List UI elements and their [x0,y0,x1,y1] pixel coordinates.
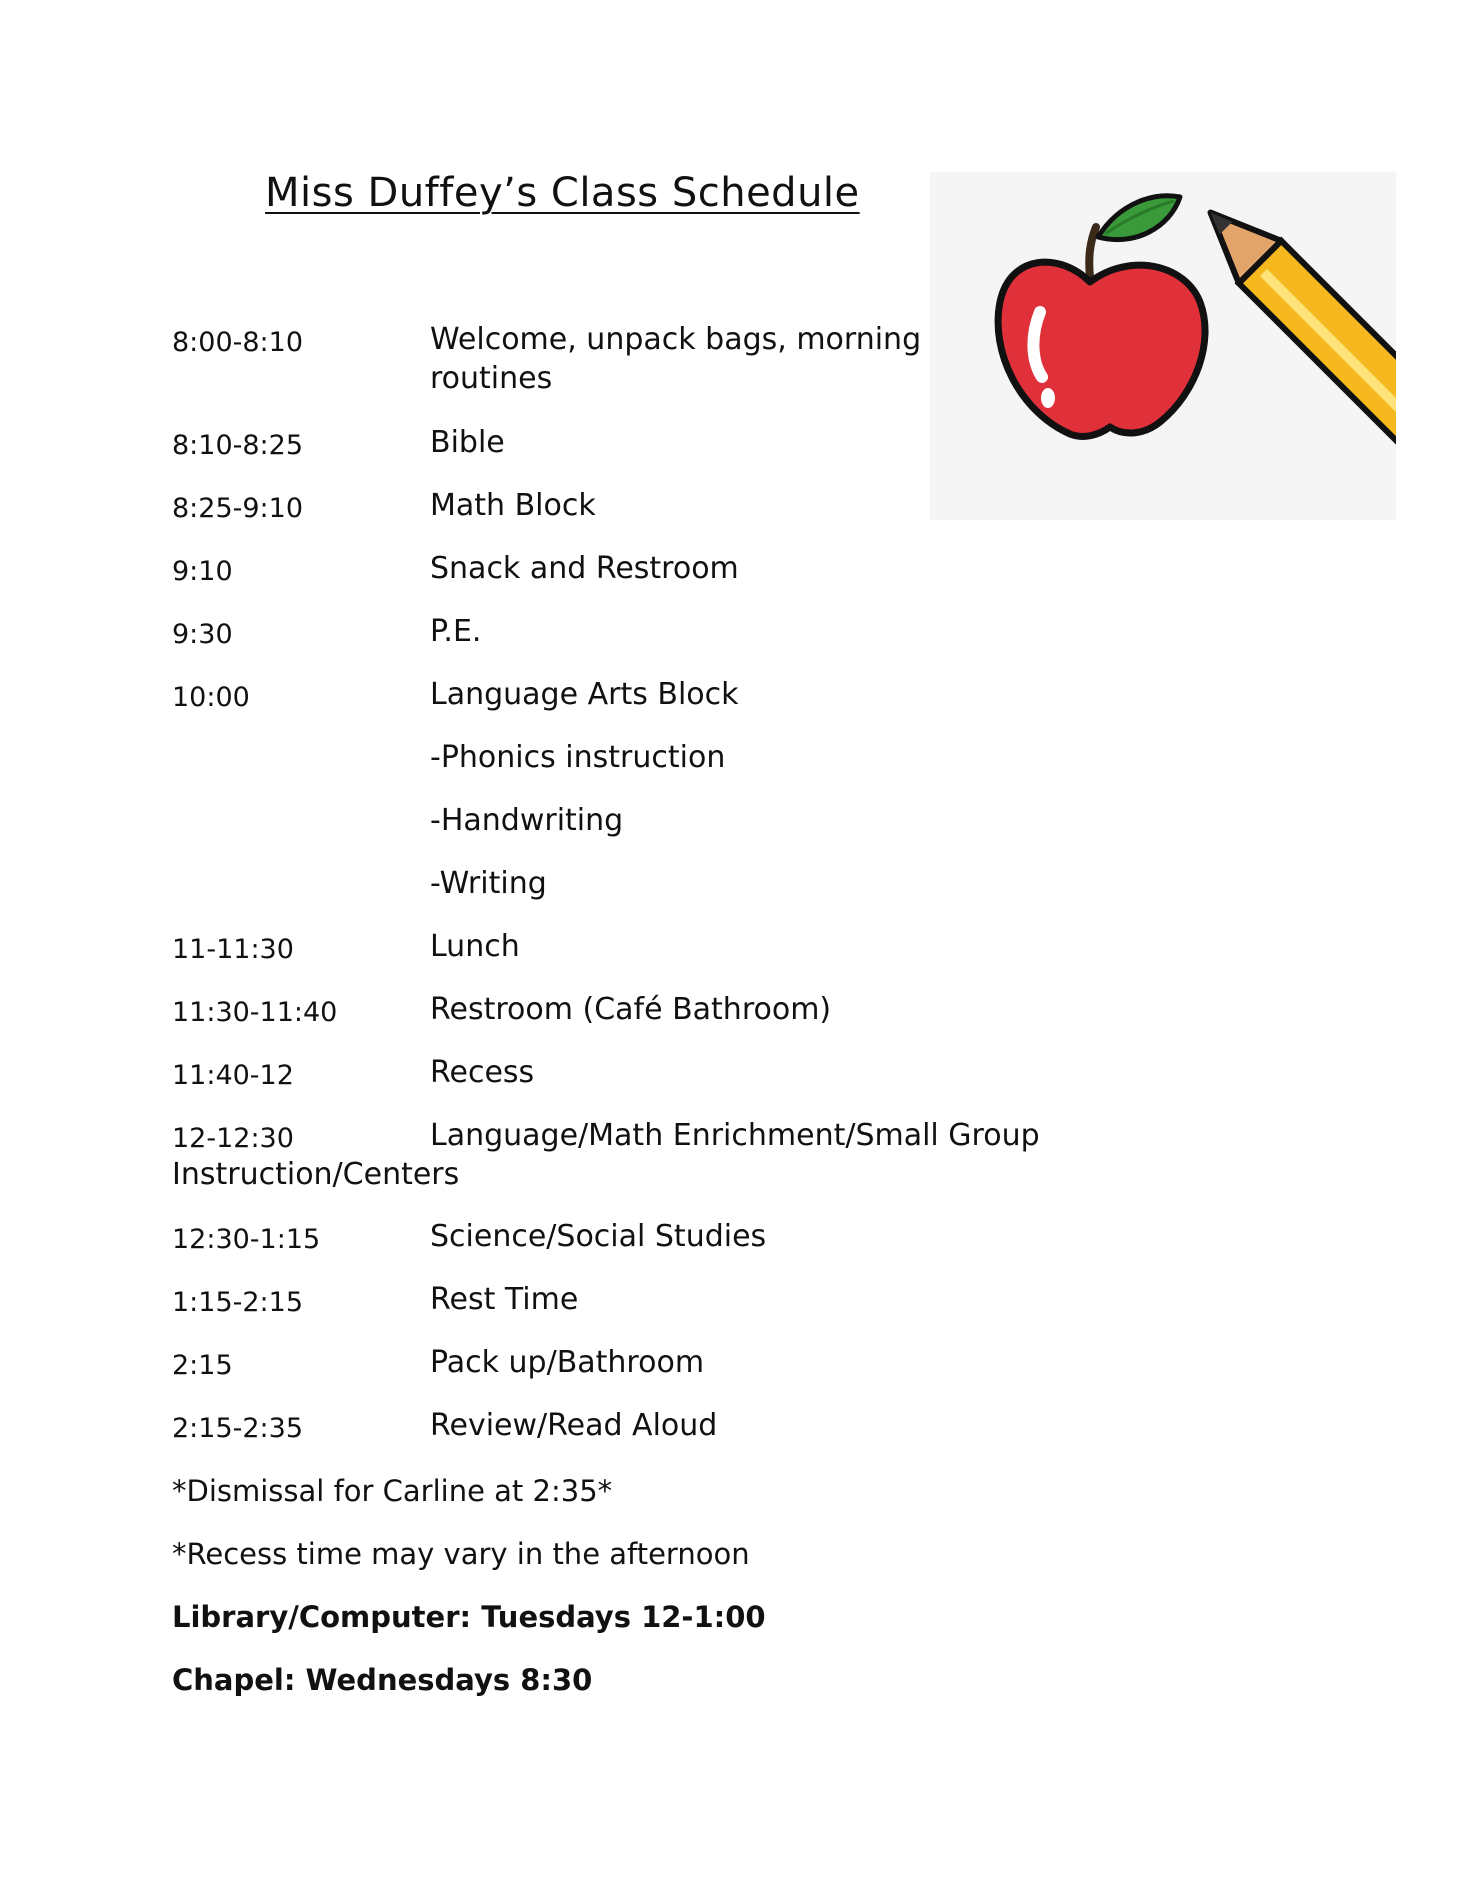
activity: Pack up/Bathroom [430,1345,705,1380]
activity-continuation: routines [430,361,553,396]
page-title: Miss Duffey’s Class Schedule [265,170,860,216]
dismissal-note: *Dismissal for Carline at 2:35* [172,1474,613,1508]
time-slot: 2:15 [172,1350,233,1381]
activity: Math Block [430,488,596,523]
apple-pencil-clipart [930,172,1396,520]
time-slot: 1:15-2:15 [172,1287,304,1318]
apple-pencil-icon [930,172,1396,520]
activity-subitem: -Phonics instruction [430,740,726,775]
time-slot: 8:10-8:25 [172,430,304,461]
time-slot: 12:30-1:15 [172,1224,321,1255]
activity: Language/Math Enrichment/Small Group [430,1118,1040,1153]
library-note: Library/Computer: Tuesdays 12-1:00 [172,1600,766,1634]
activity: Rest Time [430,1282,579,1317]
time-slot: 9:10 [172,556,233,587]
time-slot: 9:30 [172,619,233,650]
time-slot: 12-12:30 [172,1123,294,1154]
activity: P.E. [430,614,482,649]
activity: Science/Social Studies [430,1219,767,1254]
activity-subitem: -Writing [430,866,547,901]
time-slot: 8:25-9:10 [172,493,304,524]
time-slot: 10:00 [172,682,250,713]
activity: Lunch [430,929,520,964]
time-slot: 11:40-12 [172,1060,294,1091]
time-slot: 8:00-8:10 [172,327,304,358]
activity: Bible [430,425,505,460]
recess-note: *Recess time may vary in the afternoon [172,1537,750,1571]
activity: Restroom (Café Bathroom) [430,992,832,1027]
time-slot: 11:30-11:40 [172,997,338,1028]
activity: Review/Read Aloud [430,1408,718,1443]
chapel-note: Chapel: Wednesdays 8:30 [172,1663,593,1697]
time-slot: 2:15-2:35 [172,1413,304,1444]
activity: Snack and Restroom [430,551,739,586]
activity-continuation: Instruction/Centers [172,1157,460,1192]
activity-subitem: -Handwriting [430,803,624,838]
activity: Recess [430,1055,535,1090]
activity: Language Arts Block [430,677,739,712]
time-slot: 11-11:30 [172,934,294,965]
activity: Welcome, unpack bags, morning [430,322,922,357]
